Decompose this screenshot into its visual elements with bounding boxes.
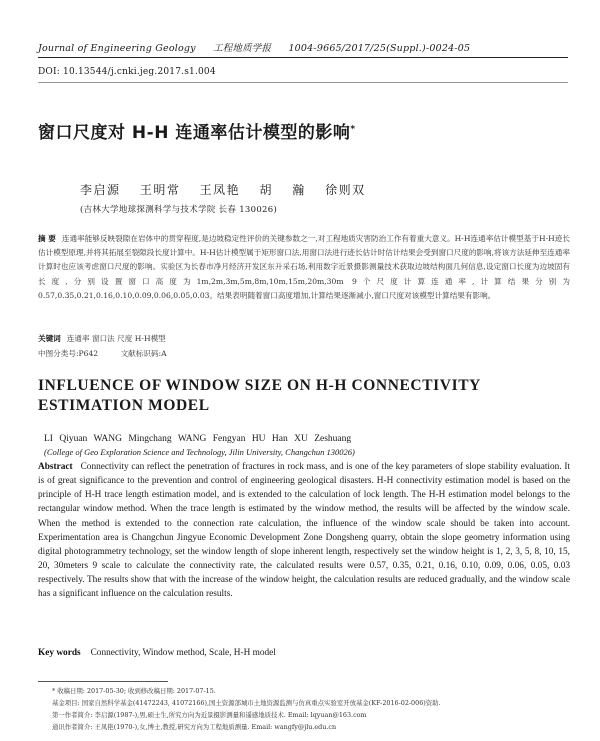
- en-title: INFLUENCE OF WINDOW SIZE ON H-H CONNECTIVITY ESTIMATION MODEL: [38, 377, 481, 414]
- cn-keywords: [38, 333, 570, 344]
- en-affiliation: (College of Geo Exploration Science and Technology, Jilin University, Changchun 130026): [44, 447, 355, 457]
- cn-title: [38, 118, 356, 143]
- footnote-divider: [38, 681, 168, 682]
- cn-classification: [38, 348, 570, 359]
- footnotes: [52, 685, 572, 733]
- cn-keywords-text: 连通率 窗口法 尺度 H-H模型: [66, 334, 166, 343]
- cn-abstract-label: 摘 要: [38, 234, 56, 243]
- cn-title-mark: *: [350, 124, 356, 135]
- doi: DOI: 10.13544/j.cnki.jeg.2017.s1.004: [38, 67, 216, 77]
- en-abstract-label: Abstract: [38, 462, 73, 472]
- doi-divider: [38, 82, 568, 83]
- cn-doc-code: 文献标识码:A: [120, 349, 167, 358]
- issue-code: 1004-9665/2017/25(Suppl.)-0024-05: [288, 43, 471, 54]
- journal-name: Journal of Engineering Geology: [38, 43, 196, 54]
- footnote-funding: 基金项目: 国家自然科学基金(41472243, 41072166),国土资源部城市土地资源监测与仿真重点实验室开放基金(KF-2016-02-006)资助.: [52, 699, 441, 707]
- footnote-first-author: 第一作者简介: 李启源(1987-),男,硕士生,所究方向为近景摄影测量和遥感地质技术. Email: lqyuan@163.com: [52, 711, 367, 719]
- cn-title-text: 窗口尺度对 H-H 连通率估计模型的影响: [38, 123, 351, 143]
- running-header: [38, 40, 568, 54]
- cn-abstract: [38, 232, 570, 303]
- en-authors: LI Qiyuan WANG Mingchang WANG Fengyan HU Han XU Zeshuang: [44, 434, 352, 444]
- footnote-corresponding-author: 通讯作者简介: 王凤艳(1970-),女,博士,教授,研究方向为工程地质测量. Email: wangfy@jlu.edu.cn: [52, 723, 337, 731]
- header-divider: [38, 57, 568, 58]
- cn-keywords-label: 关键词: [38, 334, 61, 343]
- cn-affiliation: (吉林大学地球探测科学与技术学院 长春 130026): [80, 205, 278, 215]
- en-keywords-label: Key words: [38, 648, 81, 658]
- en-keywords-text: Connectivity, Window method, Scale, H-H model: [90, 648, 276, 658]
- en-abstract: [38, 460, 570, 602]
- en-abstract-text: Connectivity can reflect the penetration of fractures in rock mass, and is one of the key parameters of slope stability evaluation. It is of great significance to the prevention and control of engineering geological disasters. H-H connectivity estimation model is based on the principle of H-H trace length estimation model, and is extended to the calculation of lock length. The H-H estimation model belongs to the rectangular window method. When the trace length is estimated by the window method, the results will be affected by the window scale. When the method is extended to the connection rate calculation, the influence of the window scale should be taken into account. Experimentation area is Changchun Jingyue Economic Development Zone Dongsheng quarry, obtain the slope geometry information using digital photogrammetry technology, set the window length of slope inherent length, respectively set the window height is 1, 2, 3, 5, 8, 10, 15, 20, 30meters 9 scale to calculate the connectivity rate, the calculated results were 0.57, 0.35, 0.21, 0.16, 0.10, 0.09, 0.06, 0.05, 0.03 respectively. The results show that with the increase of the window height, the calculation results are reduced gradually, and the window scale has a significant influence on the calculation results.: [38, 462, 570, 600]
- cn-class-number: 中图分类号:P642: [38, 349, 99, 358]
- en-keywords: [38, 648, 570, 658]
- footnote-received: * 收稿日期: 2017-05-30; 收到修改稿日期: 2017-07-15.: [52, 687, 216, 695]
- journal-name-cn: 工程地质学报: [213, 43, 272, 54]
- cn-authors: 李启源 王明常 王凤艳 胡 瀚 徐则双: [80, 183, 366, 197]
- cn-abstract-text: 连通率能够反映裂隙在岩体中的贯穿程度,是边坡稳定性评价的关键参数之一,对工程地质灾害防治工作有着重大意义。H-H连通率估计模型基于H-H迹长估计模型原理,并将其拓展至裂隙段长度计算中。H-H估计模型属于矩形窗口法,用窗口法进行迹长估计时估计结果会受到窗口尺度的影响,将该方法延伸至连通率计算时也应该考虑窗口尺度的影响。实验区为长春市净月经济开发区东升采石场,利用数字近景摄影测量技术获取边坡结构面几何信息,设定窗口长度为边坡固有长度,分别设置窗口高度为1m,2m,3m,5m,8m,10m,15m,20m,30m 9个尺度计算连通率,计算结果分别为0.57,0.35,0.21,0.16,0.10,0.09,0.06,0.05,0.03。结果表明随着窗口高度增加,计算结果逐渐减小,窗口尺度对该模型计算结果有影响。: [38, 234, 570, 300]
